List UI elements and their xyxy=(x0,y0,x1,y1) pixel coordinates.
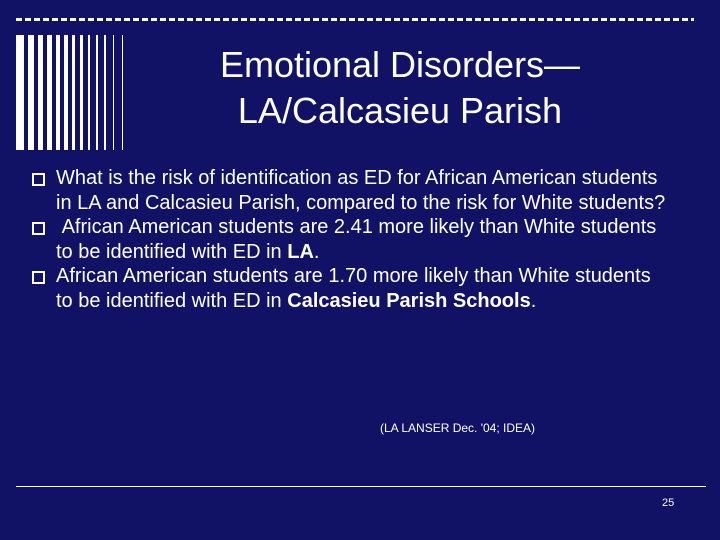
title-line-2: LA/Calcasieu Parish xyxy=(237,90,563,131)
decorative-bar xyxy=(38,35,43,150)
decorative-bars xyxy=(16,35,126,150)
decorative-bar xyxy=(16,35,24,150)
top-dashed-rule xyxy=(16,18,694,21)
bullet-text-end: . xyxy=(313,240,320,263)
bullet-item xyxy=(32,215,672,264)
bottom-rule xyxy=(16,486,706,487)
hollow-square-bullet-icon xyxy=(32,173,45,186)
decorative-bar xyxy=(122,35,123,150)
bullet-text: African American students are 2.41 more likely than White students to be identified with ED in xyxy=(56,216,662,263)
bullet-bold-text: LA xyxy=(287,240,314,263)
bullet-item xyxy=(32,166,672,215)
decorative-bar xyxy=(113,35,114,150)
hollow-square-bullet-icon xyxy=(32,271,45,284)
decorative-bar xyxy=(96,35,98,150)
decorative-bar xyxy=(56,35,60,150)
decorative-bar xyxy=(80,35,83,150)
citation: (LA LANSER Dec. '04; IDEA) xyxy=(380,421,536,435)
slide-title xyxy=(180,42,620,134)
bullet-bold-text: Calcasieu Parish Schools xyxy=(287,289,531,312)
bullet-text: African American students are 1.70 more likely than White students to be identified with ED in xyxy=(56,265,651,312)
decorative-bar xyxy=(47,35,52,150)
decorative-bar xyxy=(88,35,90,150)
decorative-bar xyxy=(72,35,75,150)
page-number: 25 xyxy=(662,497,675,509)
decorative-bar xyxy=(64,35,68,150)
decorative-bar xyxy=(28,35,34,150)
bullet-text: What is the risk of identification as ED for African American students in LA and Calcasieu Parish, compared to the risk for White students? xyxy=(56,167,666,214)
bullet-item xyxy=(32,264,672,313)
bullet-list xyxy=(32,166,672,313)
hollow-square-bullet-icon xyxy=(32,222,45,235)
title-line-1: Emotional Disorders— xyxy=(219,44,581,85)
decorative-bar xyxy=(104,35,106,150)
bullet-text-end: . xyxy=(530,289,537,312)
